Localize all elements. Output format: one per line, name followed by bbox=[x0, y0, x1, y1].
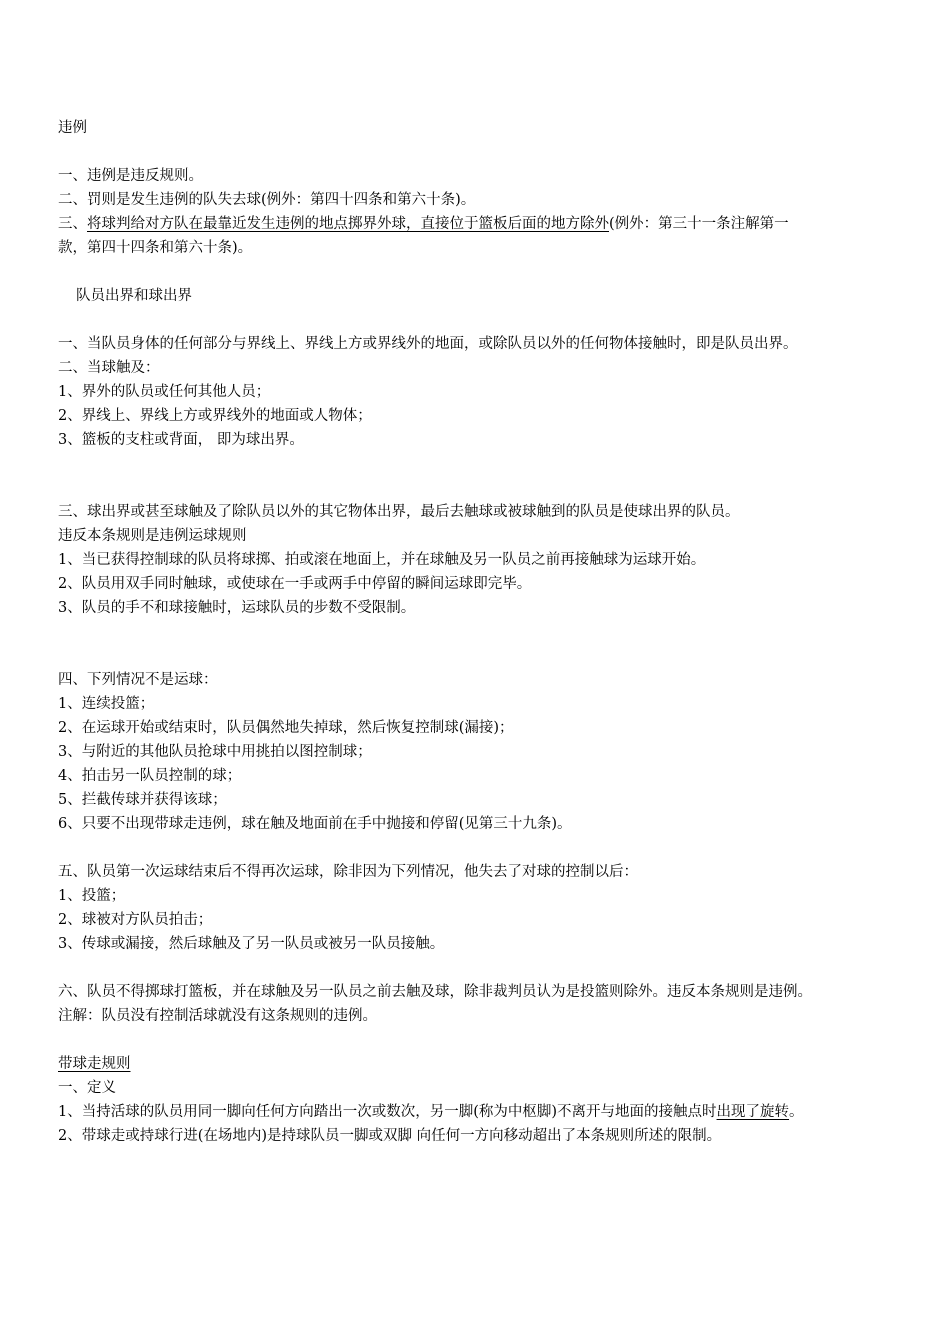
backboard-line-1: 六、队员不得掷球打篮板，并在球触及另一队员之前去触及球，除非裁判员认为是投篮则除外。违反本条规则是违例。 bbox=[58, 984, 812, 1000]
travel-line-2-underlined: 出现了旋转 bbox=[716, 1104, 790, 1120]
not-dribble-line-5: 4、拍击另一队员控制的球； bbox=[58, 768, 242, 784]
violation-line-3-suffix: (例外：第三十一条注解第一 bbox=[609, 216, 789, 232]
violation-line-3-prefix: 三、 bbox=[58, 216, 87, 232]
oob-line-3: 1、界外的队员或任何其他人员； bbox=[58, 384, 271, 400]
oob-line-2: 二、当球触及： bbox=[58, 360, 160, 376]
violation-line-2: 二、罚则是发生违例的队失去球(例外：第四十四条和第六十条)。 bbox=[58, 192, 476, 208]
backboard-note: 注解：队员没有控制活球就没有这条规则的违例。 bbox=[58, 1008, 377, 1024]
not-dribble-line-1: 四、下列情况不是运球： bbox=[58, 672, 218, 688]
violation-line-1: 一、违例是违反规则。 bbox=[58, 168, 203, 184]
heading-out-of-bounds: 队员出界和球出界 bbox=[76, 288, 192, 304]
oob-line-6: 三、球出界或甚至球触及了除队员以外的其它物体出界，最后去触球或被球触到的队员是使球出界的队员。 bbox=[58, 504, 740, 520]
oob-line-4: 2、界线上、界线上方或界线外的地面或人物体； bbox=[58, 408, 372, 424]
oob-line-1: 一、当队员身体的任何部分与界线上、界线上方或界线外的地面，或除队员以外的任何物体接触时，即是队员出界。 bbox=[58, 336, 798, 352]
section-title-violation: 违例 bbox=[58, 120, 87, 136]
not-dribble-line-4: 3、与附近的其他队员抢球中用挑拍以图控制球； bbox=[58, 744, 372, 760]
violation-line-3 bbox=[58, 214, 789, 234]
travel-line-2 bbox=[58, 1102, 804, 1122]
heading-travel: 带球走规则 bbox=[58, 1056, 131, 1072]
oob-line-9: 2、队员用双手同时触球，或使球在一手或两手中停留的瞬间运球即完毕。 bbox=[58, 576, 532, 592]
travel-line-1: 一、定义 bbox=[58, 1080, 116, 1096]
travel-line-2-suffix: 。 bbox=[789, 1104, 804, 1120]
violation-line-3-underlined: 将球判给对方队在最靠近发生违例的地点掷界外球，直接位于篮板后面的地方除外 bbox=[87, 216, 609, 232]
not-dribble-line-2: 1、连续投篮； bbox=[58, 696, 155, 712]
second-dribble-line-1: 五、队员第一次运球结束后不得再次运球，除非因为下列情况，他失去了对球的控制以后： bbox=[58, 864, 638, 880]
second-dribble-line-3: 2、球被对方队员拍击； bbox=[58, 912, 213, 928]
violation-line-4: 款，第四十四条和第六十条)。 bbox=[58, 240, 253, 256]
not-dribble-line-6: 5、拦截传球并获得该球； bbox=[58, 792, 227, 808]
travel-line-2-prefix: 1、当持活球的队员用同一脚向任何方向踏出一次或数次，另一脚(称为中枢脚)不离开与地面的接触点时 bbox=[58, 1104, 717, 1120]
travel-line-3: 2、带球走或持球行进(在场地内)是持球队员一脚或双脚 向任何一方向移动超出了本条规则所述的限制。 bbox=[58, 1128, 722, 1144]
oob-line-8: 1、当已获得控制球的队员将球掷、拍或滚在地面上，并在球触及另一队员之前再接触球为运球开始。 bbox=[58, 552, 706, 568]
second-dribble-line-4: 3、传球或漏接，然后球触及了另一队员或被另一队员接触。 bbox=[58, 936, 445, 952]
oob-line-5: 3、篮板的支柱或背面， 即为球出界。 bbox=[58, 432, 304, 448]
second-dribble-line-2: 1、投篮； bbox=[58, 888, 126, 904]
not-dribble-line-3: 2、在运球开始或结束时，队员偶然地失掉球，然后恢复控制球(漏接)； bbox=[58, 720, 514, 736]
oob-line-10: 3、队员的手不和球接触时，运球队员的步数不受限制。 bbox=[58, 600, 416, 616]
not-dribble-line-7: 6、只要不出现带球走违例，球在触及地面前在手中抛接和停留(见第三十九条)。 bbox=[58, 816, 572, 832]
oob-line-7: 违反本条规则是违例运球规则 bbox=[58, 528, 247, 544]
